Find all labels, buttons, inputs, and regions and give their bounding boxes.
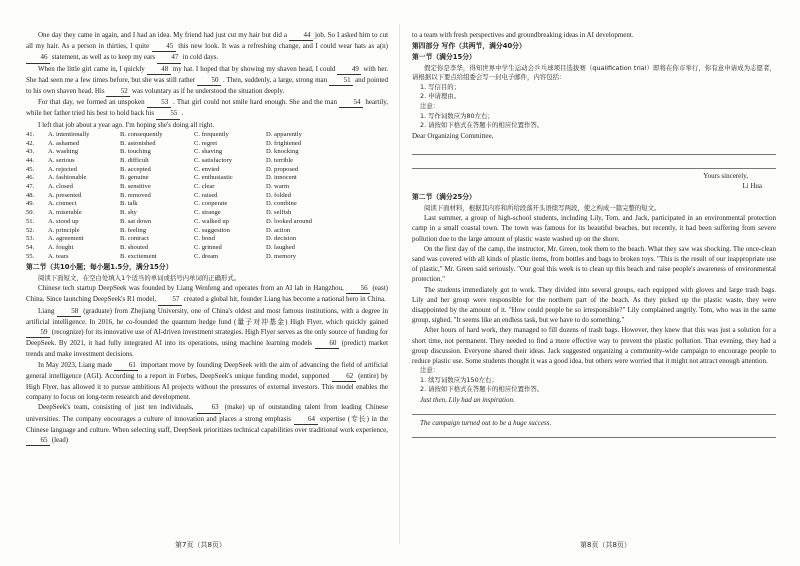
question-number: 45. (26, 165, 35, 173)
answer-line[interactable] (412, 155, 776, 169)
note-4: 2. 请按如下格式在答题卡的相应位置作答。 (420, 385, 544, 394)
option-choice[interactable]: A. principle (48, 226, 80, 234)
blank-55[interactable]: 55 (156, 108, 180, 119)
story-paragraph-3: The students immediately got to work. They divided into several groups, each equipped with gloves and large trash bags. Lily and her group were responsible for the northern part of the beach. As they picked up the plastic waste, they were disappointed by the amount of it. "How could people be so irresponsible?" Lily complained angrily. Tom, who was in the same group, sighed, "It seems like an endless task, but we have to do something." (412, 285, 776, 325)
option-choice[interactable]: B. shouted (120, 243, 149, 251)
page-divider (399, 24, 400, 544)
question-number: 53. (26, 235, 35, 243)
blank-56[interactable]: 56 (346, 283, 370, 294)
blank-52[interactable]: 52 (106, 86, 130, 97)
note-label-2: 注意： (420, 366, 440, 375)
option-choice[interactable]: B. consequently (120, 130, 163, 138)
answer-line[interactable] (412, 141, 776, 155)
question-number: 51. (26, 217, 35, 225)
blank-49[interactable]: 49 (337, 64, 361, 75)
option-choice[interactable]: B. shy (120, 209, 137, 217)
option-choice[interactable]: A. presented (48, 191, 82, 199)
question-number: 52. (26, 226, 35, 234)
writing-section-2-title: 第二节（满分25分） (412, 193, 476, 202)
option-choice[interactable]: B. removed (120, 191, 151, 199)
option-choice[interactable]: C. dream (194, 252, 219, 260)
option-choice[interactable]: A. fought (48, 243, 74, 251)
option-choice[interactable]: D. frightened (266, 139, 302, 147)
option-choice[interactable]: B. difficult (120, 156, 149, 164)
blank-64[interactable]: 64 (294, 414, 318, 425)
salutation: Dear Organizing Committee, (412, 131, 494, 140)
option-choice[interactable]: C. enthusiastic (194, 174, 233, 182)
option-choice[interactable]: B. sat down (120, 217, 152, 225)
option-choice[interactable]: A. agreement (48, 235, 84, 243)
option-choice[interactable]: B. touching (120, 148, 151, 156)
blank-54[interactable]: 54 (339, 97, 363, 108)
question-number: 50. (26, 209, 35, 217)
writing-section-1-prompt: 假定你是李华，得知世界中学生运动会乒乓球项目选拔赛（qualification trial）即将在你市举行，你有意申请成为志愿者，请根据以下要点给组委会写一封电子邮件，内容包括： (412, 63, 776, 82)
option-choice[interactable]: C. bond (194, 235, 215, 243)
option-choice[interactable]: B. feeling (120, 226, 147, 234)
option-choice[interactable]: C. strange (194, 209, 221, 217)
option-choice[interactable]: D. selfish (266, 209, 292, 217)
option-choice[interactable]: A. closed (48, 183, 73, 191)
question-number: 44. (26, 156, 35, 164)
cloze-paragraph-3: For that day, we formed an unspoken 53 . That girl could not smile hard enough. She and the man 54 heartily, while her father tried his best to hold back his 55 . (26, 97, 388, 119)
continuation-line: to a team with fresh perspectives and groundbreaking ideas in AI development. (412, 31, 634, 39)
letter-signature: Li Hua (742, 182, 762, 191)
option-choice[interactable]: B. sensitive (120, 183, 151, 191)
section-2-instructions: 阅读下面短文，在空白处填入1个适当的单词或括号内单词的正确形式。 (38, 273, 241, 282)
cloze-paragraph-1: One day they came in again, and I had an idea. My friend had just cut my hair but did a 44 job. So I asked him to cut all my hair. As a person in thirties, I quite 45 this new look. It was a refreshing change, and I could wear hats as a(n) 46 statement, as well as to keep my ears 47 in cold days. (26, 30, 388, 64)
option-choice[interactable]: A. tears (48, 252, 69, 260)
cloze-options-table (26, 131, 388, 262)
deepseek-paragraph-4: DeepSeek's team, consisting of just ten individuals, 63 (make) up of outstanding talent from leading Chinese universities. The company encourages a culture of innovation and places a strong emphasis 64 expertise (专长) in the Chinese language and culture. When selecting staff, DeepSeek prioritizes technical capabilities over traditional work experience, 65 (lead) (26, 402, 388, 446)
question-number: 54. (26, 243, 35, 251)
question-number: 55. (26, 252, 35, 260)
option-choice[interactable]: B. accepted (120, 165, 151, 173)
option-choice[interactable]: C. envied (194, 165, 220, 173)
option-choice[interactable]: D. folded (266, 191, 291, 199)
requirement-2: 2. 申请理由。 (420, 92, 461, 101)
option-choice[interactable]: B. genuine (120, 174, 149, 182)
blank-47[interactable]: 47 (157, 52, 181, 63)
option-choice[interactable]: A. stood up (48, 217, 79, 225)
option-choice[interactable]: D. combine (266, 200, 297, 208)
answer-line[interactable] (412, 405, 776, 415)
option-choice[interactable]: C. grinned (194, 243, 222, 251)
question-number: 43. (26, 148, 35, 156)
option-choice[interactable]: C. suggestion (194, 226, 230, 234)
blank-51[interactable]: 51 (329, 75, 353, 86)
deepseek-paragraph-2: Liang 58 (graduate) from Zhejiang University, one of China's oldest and most famous institutions, with a degree in artificial intelligence. In 2016, he co-founded the quantum hedge fund (量子对冲基金) High Flyer, which quickly gained 59 (recognize) for its innovative use of AI-driven investment strategies. High Flyer serves as the only source of funding for DeepSeek. By 2021, it had fully integrated AI into its operations, using machine learning models 60 (predict) market trends and make investment decisions. (26, 306, 389, 359)
option-choice[interactable]: C. regret (194, 139, 218, 147)
option-choice[interactable]: D. memory (266, 252, 297, 260)
option-choice[interactable]: D. looked around (266, 217, 312, 225)
page-8-column (412, 30, 776, 438)
answer-line[interactable] (412, 428, 776, 438)
note-3: 1. 续写词数应为150左右； (420, 375, 498, 384)
blank-45[interactable]: 45 (152, 41, 176, 52)
option-choice[interactable]: C. shaving (194, 148, 223, 156)
question-number: 47. (26, 183, 35, 191)
option-choice[interactable]: A. intentionally (48, 130, 90, 138)
question-number: 48. (26, 191, 35, 199)
option-choice[interactable]: B. talk (120, 200, 138, 208)
section-2-title: 第二节（共10小题；每小题1.5分，满分15分） (26, 263, 173, 272)
note-1: 1. 写作词数应为80左右； (420, 111, 494, 120)
story-paragraph-1: Last summer, a group of high-school students, including Lily, Tom, and Jack, participated in an environmental protection camp in a small coastal town. The town was famous for its beautiful beaches, but recently, it had been suffering from severe pollution due to the large amount of plastic waste washed up on the shore. (412, 214, 776, 243)
option-choice[interactable]: C. frequently (194, 130, 229, 138)
blank-65[interactable]: 65 (26, 435, 50, 446)
continuation-opener-2: The campaign turned out to be a huge success. (420, 419, 552, 428)
letter-closing: Yours sincerely, (703, 171, 748, 180)
question-number: 46. (26, 174, 35, 182)
note-label: 注意： (420, 101, 440, 110)
note-2: 2. 请按如下格式在答题卡的相应位置作答。 (420, 121, 544, 130)
blank-61[interactable]: 61 (114, 360, 138, 371)
option-choice[interactable]: D. laughed (266, 243, 295, 251)
deepseek-paragraph-3: In May 2023, Liang made 61 important move by founding DeepSeek with the aim of advancing the field of artificial general intelligence (AGI). According to a report in Forbes, DeepSeek's unique funding model, supported 62 (entire) by High Flyer, has allowed it to pursue ambitious AI projects without the pressures of external investors. This model enables the company to focus on long-term research and development. (26, 360, 389, 402)
option-choice[interactable]: B. excitement (120, 252, 157, 260)
option-choice[interactable]: D. proposed (266, 165, 299, 173)
option-choice[interactable]: A. connect (48, 200, 77, 208)
option-choice[interactable]: B. contract (120, 235, 149, 243)
option-choice[interactable]: D. decision (266, 235, 297, 243)
option-choice[interactable]: D. action (266, 226, 291, 234)
story-paragraph-2: On the first day of the camp, the instructor, Mr. Green, took them to the beach. What they saw was shocking. The once-clean sand was covered with all kinds of plastic items, from bottles and bags to broken toys. "This is the result of our inappropriate use of plastic," Mr. Green said seriously. "Our goal this week is to clean up this beach and raise people's awareness of environmental protection." (412, 244, 776, 284)
blank-53[interactable]: 53 (147, 97, 171, 108)
writing-section-2-prompt: 阅读下面材料，根据其内容和所给段落开头语续写两段，使之构成一篇完整的短文。 (424, 203, 661, 212)
option-choice[interactable]: C. satisfactory (194, 156, 233, 164)
option-choice[interactable]: A. serious (48, 156, 75, 164)
blank-58[interactable]: 58 (57, 306, 81, 317)
option-choice[interactable]: D. knocking (266, 148, 299, 156)
blank-57[interactable]: 57 (158, 294, 182, 305)
option-choice[interactable]: D. warm (266, 183, 290, 191)
option-choice[interactable]: C. raised (194, 191, 218, 199)
cloze-paragraph-2: When the little girl came in, I quickly 48 my hat. I hoped that by showing my shaven head, I could 49 with her. She had seen me a few times before, but she was still rather 50 . Then, suddenly, a large, strong man 51 and pointed to his own shaven head. His 52 was voluntary as if he understood the situation deeply. (26, 64, 388, 98)
option-choice[interactable]: A. washing (48, 148, 79, 156)
option-choice[interactable]: D. apparently (266, 130, 302, 138)
question-number: 49. (26, 200, 35, 208)
blank-62[interactable]: 62 (332, 371, 356, 382)
blank-50[interactable]: 50 (197, 75, 221, 86)
blank-48[interactable]: 48 (147, 64, 171, 75)
option-choice[interactable]: A. ashamed (48, 139, 80, 147)
blank-44[interactable]: 44 (289, 30, 313, 41)
question-number: 41. (26, 130, 35, 138)
page-7-column (26, 30, 388, 446)
blank-59[interactable]: 59 (26, 327, 50, 338)
blank-46[interactable]: 46 (26, 52, 50, 63)
question-number: 42. (26, 139, 35, 147)
writing-section-1-title: 第一节（满分15分） (412, 53, 476, 62)
option-choice[interactable]: A. miserable (48, 209, 82, 217)
page-8-footer: 第8页（共8页） (580, 541, 631, 549)
part-4-title: 第四部分 写作（共两节，满分40分） (412, 42, 526, 51)
page-7-footer: 第7页（共8页） (175, 541, 226, 549)
blank-60[interactable]: 60 (315, 338, 339, 349)
option-choice[interactable]: C. clear (194, 183, 215, 191)
blank-63[interactable]: 63 (197, 402, 221, 413)
continuation-opener-1: Just then, Lily had an inspiration. (420, 396, 515, 404)
requirement-1: 1. 写信目的； (420, 82, 461, 91)
option-choice[interactable]: D. innocent (266, 174, 297, 182)
story-paragraph-4: After hours of hard work, they managed to fill dozens of trash bags. However, they knew that this was just a solution for a short time, not permanent. They needed to find a more effective way to prevent the plastic pollution. That evening, they had a group discussion. Everyone shared their ideas. Jack suggested organizing a community-wide campaign to encourage people to reduce plastic use. Some students thought it was a good idea, but others were worried that it might not attract enough attention. (412, 326, 776, 366)
option-choice[interactable]: D. terrible (266, 156, 294, 164)
cloze-paragraph-4: I left that job about a year ago. I'm hoping she's doing all right. (38, 120, 215, 129)
option-choice[interactable]: C. walked up (194, 217, 229, 225)
option-choice[interactable]: A. fashionable (48, 174, 87, 182)
option-choice[interactable]: C. cooperate (194, 200, 228, 208)
deepseek-paragraph-1: Chinese tech startup DeepSeek was founded by Liang Wenfeng and operates from an AI lab in Hangzhou, 56 (east) China. Since launching DeepSeek's R1 model, 57 created a global hit, founder Liang has become a national hero in China. (26, 283, 388, 305)
option-choice[interactable]: B. astonished (120, 139, 156, 147)
option-choice[interactable]: A. rejected (48, 165, 77, 173)
